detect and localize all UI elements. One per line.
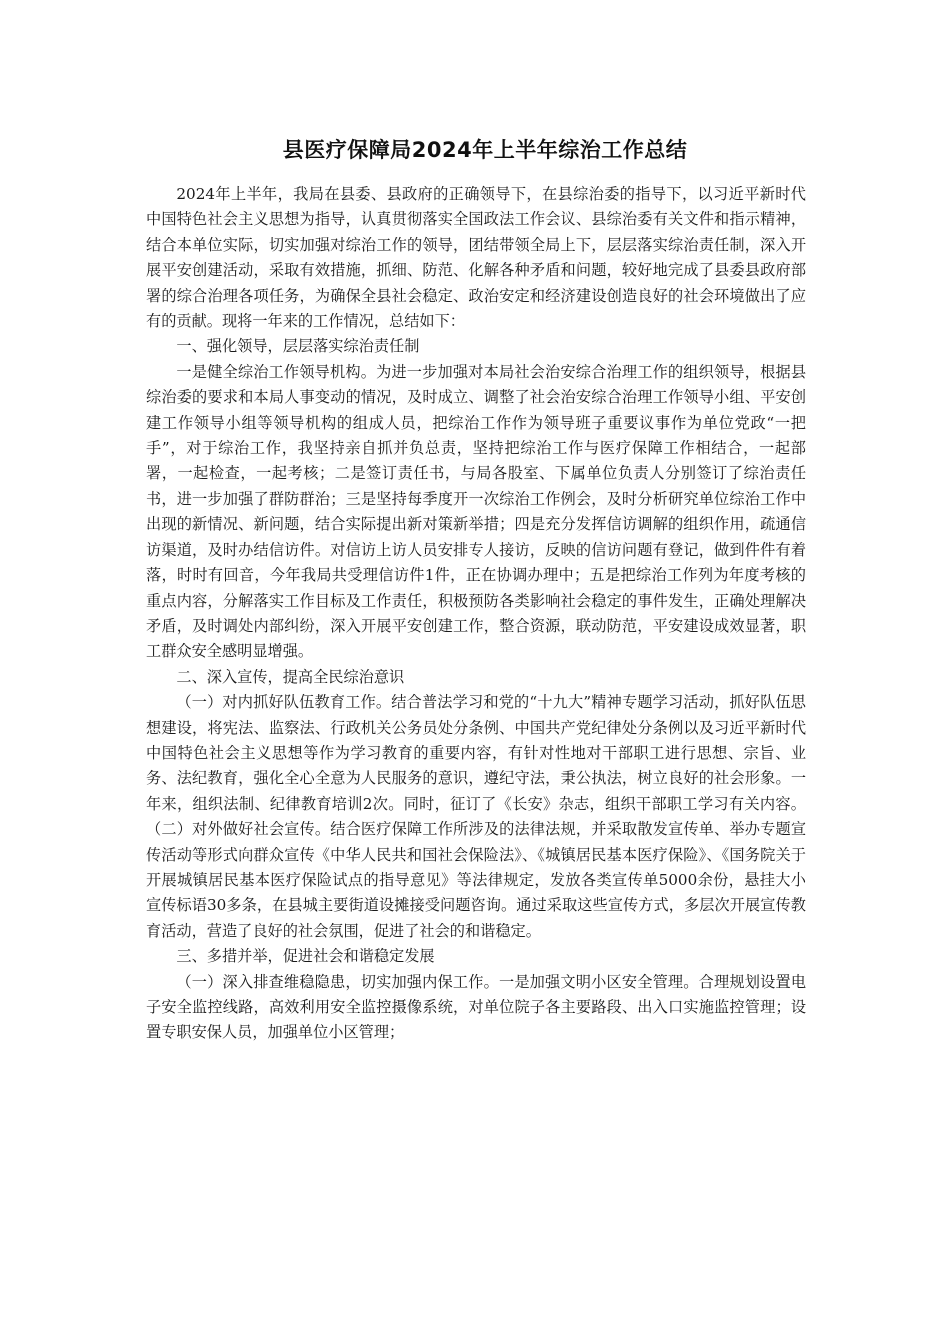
section-2-paragraph: （一）对内抓好队伍教育工作。结合普法学习和党的“十九大”精神专题学习活动，抓好队伍思想建设，将宪法、监察法、行政机关公务员处分条例、中国共产党纪律处分条例以及习近平新时代中国特色社会主义思想等作为学习教育的重要内容，有针对性地对干部职工进行思想、宗旨、业务、法纪教育，强化全心全意为人民服务的意识，遵纪守法，秉公执法，树立良好的社会形象。一年来，组织法制、纪律教育培训2次。同时，征订了《长安》杂志，组织干部职工学习有关内容。（二）对外做好社会宣传。结合医疗保障工作所涉及的法律法规，并采取散发宣传单、举办专题宣传活动等形式向群众宣传《中华人民共和国社会保险法》、《城镇居民基本医疗保险》、《国务院关于开展城镇居民基本医疗保险试点的指导意见》等法律规定，发放各类宣传单5000余份，悬挂大小宣传标语30多条，在县城主要街道设摊接受问题咨询。通过采取这些宣传方式，多层次开展宣传教育活动，营造了良好的社会氛围，促进了社会的和谐稳定。 — [146, 693, 806, 940]
section-1-paragraph: 一是健全综治工作领导机构。为进一步加强对本局社会治安综合治理工作的组织领导，根据县综治委的要求和本局人事变动的情况，及时成立、调整了社会治安综合治理工作领导小组、平安创建工作领导小组等领导机构的组成人员，把综治工作作为领导班子重要议事作为单位党政“一把手”，对于综治工作，我坚持亲自抓并负总责，坚持把综治工作与医疗保障工作相结合，一起部署，一起检查，一起考核；二是签订责任书，与局各股室、下属单位负责人分别签订了综治责任书，进一步加强了群防群治；三是坚持每季度开一次综治工作例会，及时分析研究单位综治工作中出现的新情况、新问题，结合实际提出新对策新举措；四是充分发挥信访调解的组织作用，疏通信访渠道，及时办结信访件。对信访上访人员安排专人接访，反映的信访问题有登记，做到件件有着落，时时有回音，今年我局共受理信访件1件，正在协调办理中；五是把综治工作列为年度考核的重点内容，分解落实工作目标及工作责任，积极预防各类影响社会稳定的事件发生，正确处理解决矛盾，及时调处内部纠纷，深入开展平安创建工作，整合资源，联动防范，平安建设成效显著，职工群众安全感明显增强。 — [146, 362, 806, 661]
intro-paragraph: 2024年上半年，我局在县委、县政府的正确领导下，在县综治委的指导下，以习近平新时代中国特色社会主义思想为指导，认真贯彻落实全国政法工作会议、县综治委有关文件和指示精神，结合本单位实际，切实加强对综治工作的领导，团结带领全局上下，层层落实综治责任制，深入开展平安创建活动，采取有效措施，抓细、防范、化解各种矛盾和问题，较好地完成了县委县政府部署的综合治理各项任务，为确保全县社会稳定、政治安定和经济建设创造良好的社会环境做出了应有的贡献。现将一年来的工作情况，总结如下： — [146, 185, 806, 331]
section-1-heading: 一、强化领导，层层落实综治责任制 — [176, 337, 420, 356]
document-title: 县医疗保障局2024年上半年综治工作总结 — [282, 138, 688, 162]
section-3-paragraph: （一）深入排查维稳隐患，切实加强内保工作。一是加强文明小区安全管理。合理规划设置电子安全监控线路，高效利用安全监控摄像系统，对单位院子各主要路段、出入口实施监控管理；设置专职安保人员，加强单位小区管理； — [146, 972, 806, 1042]
document-body — [146, 132, 806, 1046]
section-2-heading: 二、深入宣传，提高全民综治意识 — [176, 667, 405, 686]
section-3-heading: 三、多措并举，促进社会和谐稳定发展 — [176, 947, 435, 966]
